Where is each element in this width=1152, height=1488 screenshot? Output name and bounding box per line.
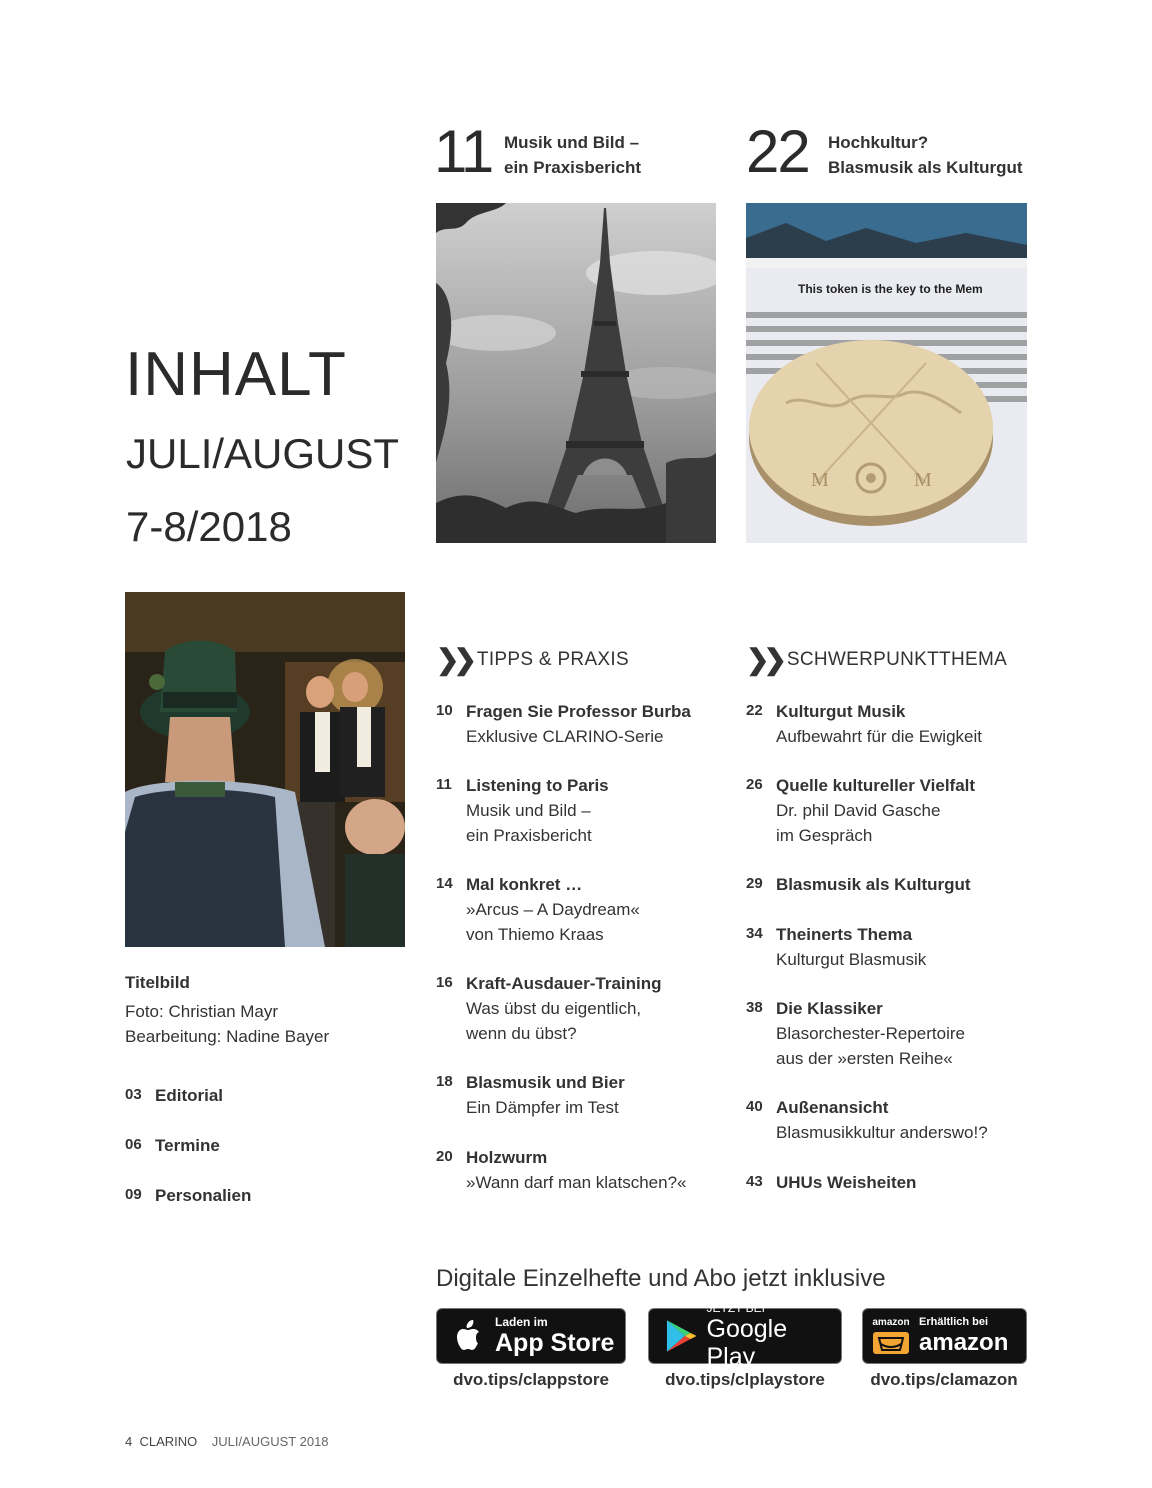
featured-title-line: Musik und Bild – [504, 133, 640, 152]
toc-page-number: 38 [746, 999, 763, 1016]
toc-entry-title: Theinerts Thema [776, 925, 913, 944]
toc-entry-title: Quelle kultureller Vielfalt [776, 776, 976, 795]
toc-entry[interactable] [436, 1070, 625, 1120]
toc-entry-title: Termine [155, 1136, 220, 1155]
featured-page-number: 11 [434, 118, 493, 185]
toc-entry[interactable] [746, 996, 965, 1071]
toc-entry-subtitle: von Thiemo Kraas [466, 925, 604, 944]
toc-entry-subtitle: Blasmusikkultur anderswo!? [776, 1123, 988, 1142]
token-caption-text: This token is the key to the Mem [798, 282, 983, 296]
footer-page-number: 4 [125, 1434, 133, 1449]
featured-page-number: 22 [746, 118, 809, 185]
page-footer [125, 1434, 329, 1449]
google-play-link[interactable]: dvo.tips/clplaystore [665, 1370, 825, 1389]
toc-entry-subtitle: »Wann darf man klatschen?« [466, 1173, 687, 1192]
featured-title-line: Blasmusik als Kulturgut [828, 158, 1023, 177]
footer-issue: JULI/AUGUST 2018 [211, 1434, 329, 1449]
toc-entry-subtitle: Was übst du eigentlich, [466, 999, 642, 1018]
toc-entry[interactable] [436, 773, 609, 848]
featured-title-line: ein Praxisbericht [504, 158, 642, 177]
app-store-small-label: Laden im [495, 1315, 548, 1329]
toc-page-number: 26 [746, 776, 763, 793]
toc-entry-subtitle: Musik und Bild – [466, 801, 591, 820]
toc-entry-title: Listening to Paris [466, 776, 609, 795]
toc-page-number: 10 [436, 702, 453, 719]
toc-entry[interactable] [746, 872, 971, 897]
amazon-link[interactable]: dvo.tips/clamazon [870, 1370, 1018, 1389]
cover-caption-line: Foto: Christian Mayr [125, 1002, 279, 1021]
toc-page-number: 40 [746, 1098, 763, 1115]
toc-page-number: 18 [436, 1073, 453, 1090]
toc-page-number: 09 [125, 1186, 142, 1203]
toc-entry-title: Editorial [155, 1086, 224, 1105]
cover-caption-line: Bearbeitung: Nadine Bayer [125, 1027, 330, 1046]
toc-entry-title: Kraft-Ausdauer-Training [466, 974, 662, 993]
promo-headline: Digitale Einzelhefte und Abo jetzt inklusive [436, 1265, 886, 1292]
toc-entry-subtitle: Aufbewahrt für die Ewigkeit [776, 727, 982, 746]
toc-entry-subtitle: aus der »ersten Reihe« [776, 1049, 953, 1068]
section-header-label: SCHWERPUNKTTHEMA [786, 649, 1008, 670]
toc-page-number: 06 [125, 1136, 142, 1153]
featured-title[interactable] [504, 130, 641, 180]
toc-entry[interactable] [746, 699, 982, 749]
google-play-badge[interactable] [648, 1301, 842, 1371]
issue-month: JULI/AUGUST [126, 430, 400, 477]
apple-icon [449, 1316, 489, 1356]
amazon-small-label: Erhältlich bei [919, 1316, 989, 1328]
toc-entry-title: Außenansicht [776, 1098, 889, 1117]
google-play-small-label: JETZT BEI [706, 1301, 765, 1315]
amazon-large-label: amazon [919, 1329, 1009, 1356]
app-store-badge[interactable] [436, 1308, 626, 1364]
toc-page-number: 29 [746, 875, 763, 892]
toc-page-number: 14 [436, 875, 453, 892]
toc-page-number: 11 [436, 776, 452, 793]
toc-entry[interactable] [125, 1083, 223, 1108]
amazon-basket-icon [871, 1328, 911, 1356]
toc-entry-subtitle: »Arcus – A Daydream« [466, 900, 640, 919]
featured-title[interactable] [828, 130, 1023, 180]
eiffel-tower-photo[interactable] [436, 203, 716, 543]
toc-entry-title: Die Klassiker [776, 999, 883, 1018]
token-mark-text: M [811, 469, 829, 491]
toc-entry[interactable] [125, 1133, 220, 1158]
amazon-badge[interactable] [862, 1308, 1027, 1364]
google-play-large-label: Google Play [706, 1315, 788, 1371]
toc-entry-subtitle: Exklusive CLARINO-Serie [466, 727, 664, 746]
amazon-logo-text: amazon [872, 1316, 910, 1328]
section-header-label: TIPPS & PRAXIS [476, 649, 629, 670]
toc-page-number: 16 [436, 974, 453, 991]
toc-page-number: 34 [746, 925, 763, 942]
toc-entry[interactable] [746, 773, 975, 848]
cover-caption-title: Titelbild [125, 973, 190, 992]
toc-entry-subtitle: ein Praxisbericht [466, 826, 592, 845]
page-title: INHALT [125, 340, 347, 409]
toc-entry[interactable] [125, 1183, 251, 1208]
toc-entry-title: Blasmusik als Kulturgut [776, 875, 971, 894]
toc-entry[interactable] [436, 872, 640, 947]
toc-entry-subtitle: Blasorchester-Repertoire [776, 1024, 965, 1043]
memory-token-photo[interactable] [746, 203, 1027, 543]
toc-entry-subtitle: Dr. phil David Gasche [776, 801, 941, 820]
toc-entry-subtitle: im Gespräch [776, 826, 873, 845]
google-play-icon [661, 1316, 701, 1356]
section-header-schwerpunkt [746, 646, 1007, 674]
toc-entry[interactable] [746, 1095, 988, 1145]
toc-entry-title: Mal konkret … [466, 875, 583, 894]
toc-entry-title: Kulturgut Musik [776, 702, 906, 721]
cover-photo[interactable] [125, 592, 405, 947]
toc-entry-subtitle: Kulturgut Blasmusik [776, 950, 927, 969]
toc-page-number: 43 [746, 1173, 763, 1190]
toc-entry[interactable] [436, 699, 691, 749]
toc-entry-title: UHUs Weisheiten [776, 1173, 917, 1192]
toc-entry-title: Fragen Sie Professor Burba [466, 702, 691, 721]
amazon-app-icon [871, 1317, 911, 1356]
toc-entry-title: Personalien [155, 1186, 252, 1205]
token-mark-text: M [914, 469, 932, 491]
double-chevron-icon: ❯❯ [746, 644, 781, 675]
toc-entry[interactable] [436, 971, 662, 1046]
toc-entry[interactable] [436, 1145, 687, 1195]
app-store-large-label: App Store [495, 1329, 615, 1357]
cover-caption [125, 970, 329, 1049]
footer-magazine: CLARINO [139, 1434, 198, 1449]
toc-entry-subtitle: Ein Dämpfer im Test [466, 1098, 619, 1117]
toc-entry-title: Holzwurm [466, 1148, 548, 1167]
toc-page-number: 22 [746, 702, 763, 719]
toc-entry-title: Blasmusik und Bier [466, 1073, 625, 1092]
toc-entry[interactable] [746, 922, 926, 972]
app-store-link[interactable]: dvo.tips/clappstore [453, 1370, 609, 1389]
toc-page-number: 03 [125, 1086, 142, 1103]
toc-entry[interactable] [746, 1170, 916, 1195]
issue-number: 7-8/2018 [126, 503, 292, 550]
double-chevron-icon: ❯❯ [436, 644, 471, 675]
toc-page-number: 20 [436, 1148, 453, 1165]
featured-title-line: Hochkultur? [828, 133, 929, 152]
section-header-tipps [436, 646, 629, 674]
toc-entry-subtitle: wenn du übst? [466, 1024, 577, 1043]
